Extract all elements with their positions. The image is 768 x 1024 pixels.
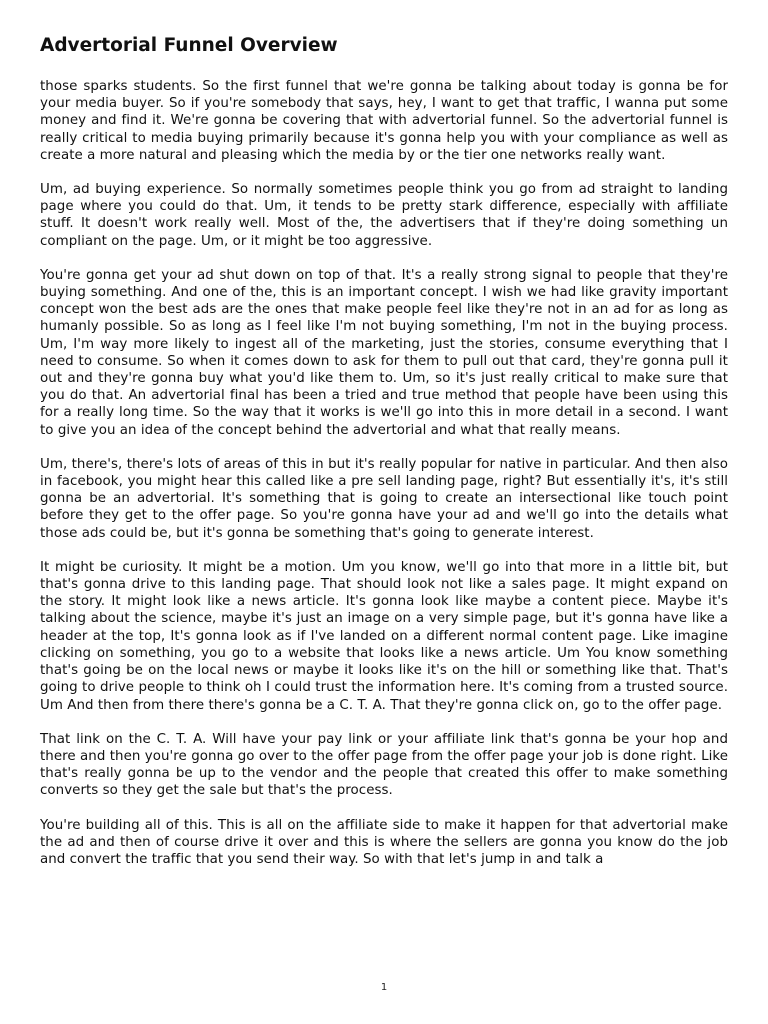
paragraph-5: It might be curiosity. It might be a motion. Um you know, we'll go into that more in a little bit, but that's gonna drive to this landing page. That should look not like a sales page. It might expand on the story. It might look like a news article. It's gonna look like maybe a content piece. Maybe it's talking about the science, maybe it's just an image on a very simple page, but it's gonna have like a header at the top, It's gonna look as if I've landed on a different normal content page. Like imagine clicking on something, you go to a website that looks like a news article. Um You know something that's going be on the local news or maybe it looks like it's on the hill or something like that. That's going to drive people to think oh I could trust the information here. It's coming from a trusted source. Um And then from there there's gonna be a C. T. A. That they're gonna click on, go to the offer page. bbox=[40, 559, 728, 713]
paragraph-3: You're gonna get your ad shut down on top of that. It's a really strong signal to people that they're buying something. And one of the, this is an important concept. I wish we had like gravity important concept won the best ads are the ones that make people feel like they're not in an ad for as long as humanly possible. So as long as I feel like I'm not buying something, I'm not in the buying process. Um, I'm way more likely to ingest all of the marketing, just the stories, consume everything that I need to consume. So when it comes down to ask for them to pull out that card, they're gonna pull it out and they're gonna buy what you'd like them to. Um, so it's just really critical to make sure that you do that. An advertorial final has been a tried and true method that people have been using this for a really long time. So the way that it works is we'll go into this in more detail in a second. I want to give you an idea of the concept behind the advertorial and what that really means. bbox=[40, 267, 728, 438]
paragraph-6: That link on the C. T. A. Will have your pay link or your affiliate link that's gonna be your hop and there and then you're gonna go over to the offer page from the offer page your job is done right. Like that's really gonna be up to the vendor and the people that created this offer to make something converts so they get the sale but that's the process. bbox=[40, 731, 728, 799]
paragraph-1: those sparks students. So the first funnel that we're gonna be talking about today is gonna be for your media buyer. So if you're somebody that says, hey, I want to get that traffic, I wanna put some money and find it. We're gonna be covering that with advertorial funnel. So the advertorial funnel is really critical to media buying primarily because it's gonna help you with your compliance as well as create a more natural and pleasing which the media by or the tier one networks really want. bbox=[40, 79, 728, 163]
paragraph-4: Um, there's, there's lots of areas of this in but it's really popular for native in particular. And then also in facebook, you might hear this called like a pre sell landing page, right? But essentially it's, it's still gonna be an advertorial. It's something that is going to create an intersectional like touch point before they get to the offer page. So you're gonna have your ad and we'll go into the details what those ads could be, but it's gonna be something that's going to generate interest. bbox=[40, 456, 728, 541]
document-title: Advertorial Funnel Overview bbox=[40, 35, 338, 56]
document-page bbox=[40, 34, 728, 885]
paragraph-2: Um, ad buying experience. So normally sometimes people think you go from ad straight to landing page where you could do that. Um, it tends to be pretty stark difference, especially with affiliate stuff. It doesn't work really well. Most of the, the advertisers that if they're doing something un compliant on the page. Um, or it might be too aggressive. bbox=[40, 182, 728, 249]
paragraph-7: You're building all of this. This is all on the affiliate side to make it happen for that advertorial make the ad and then of course drive it over and this is where the sellers are gonna you know do the job and convert the traffic that you send their way. So with that let's jump in and talk a bbox=[40, 817, 728, 867]
page-number: 1 bbox=[380, 982, 388, 993]
